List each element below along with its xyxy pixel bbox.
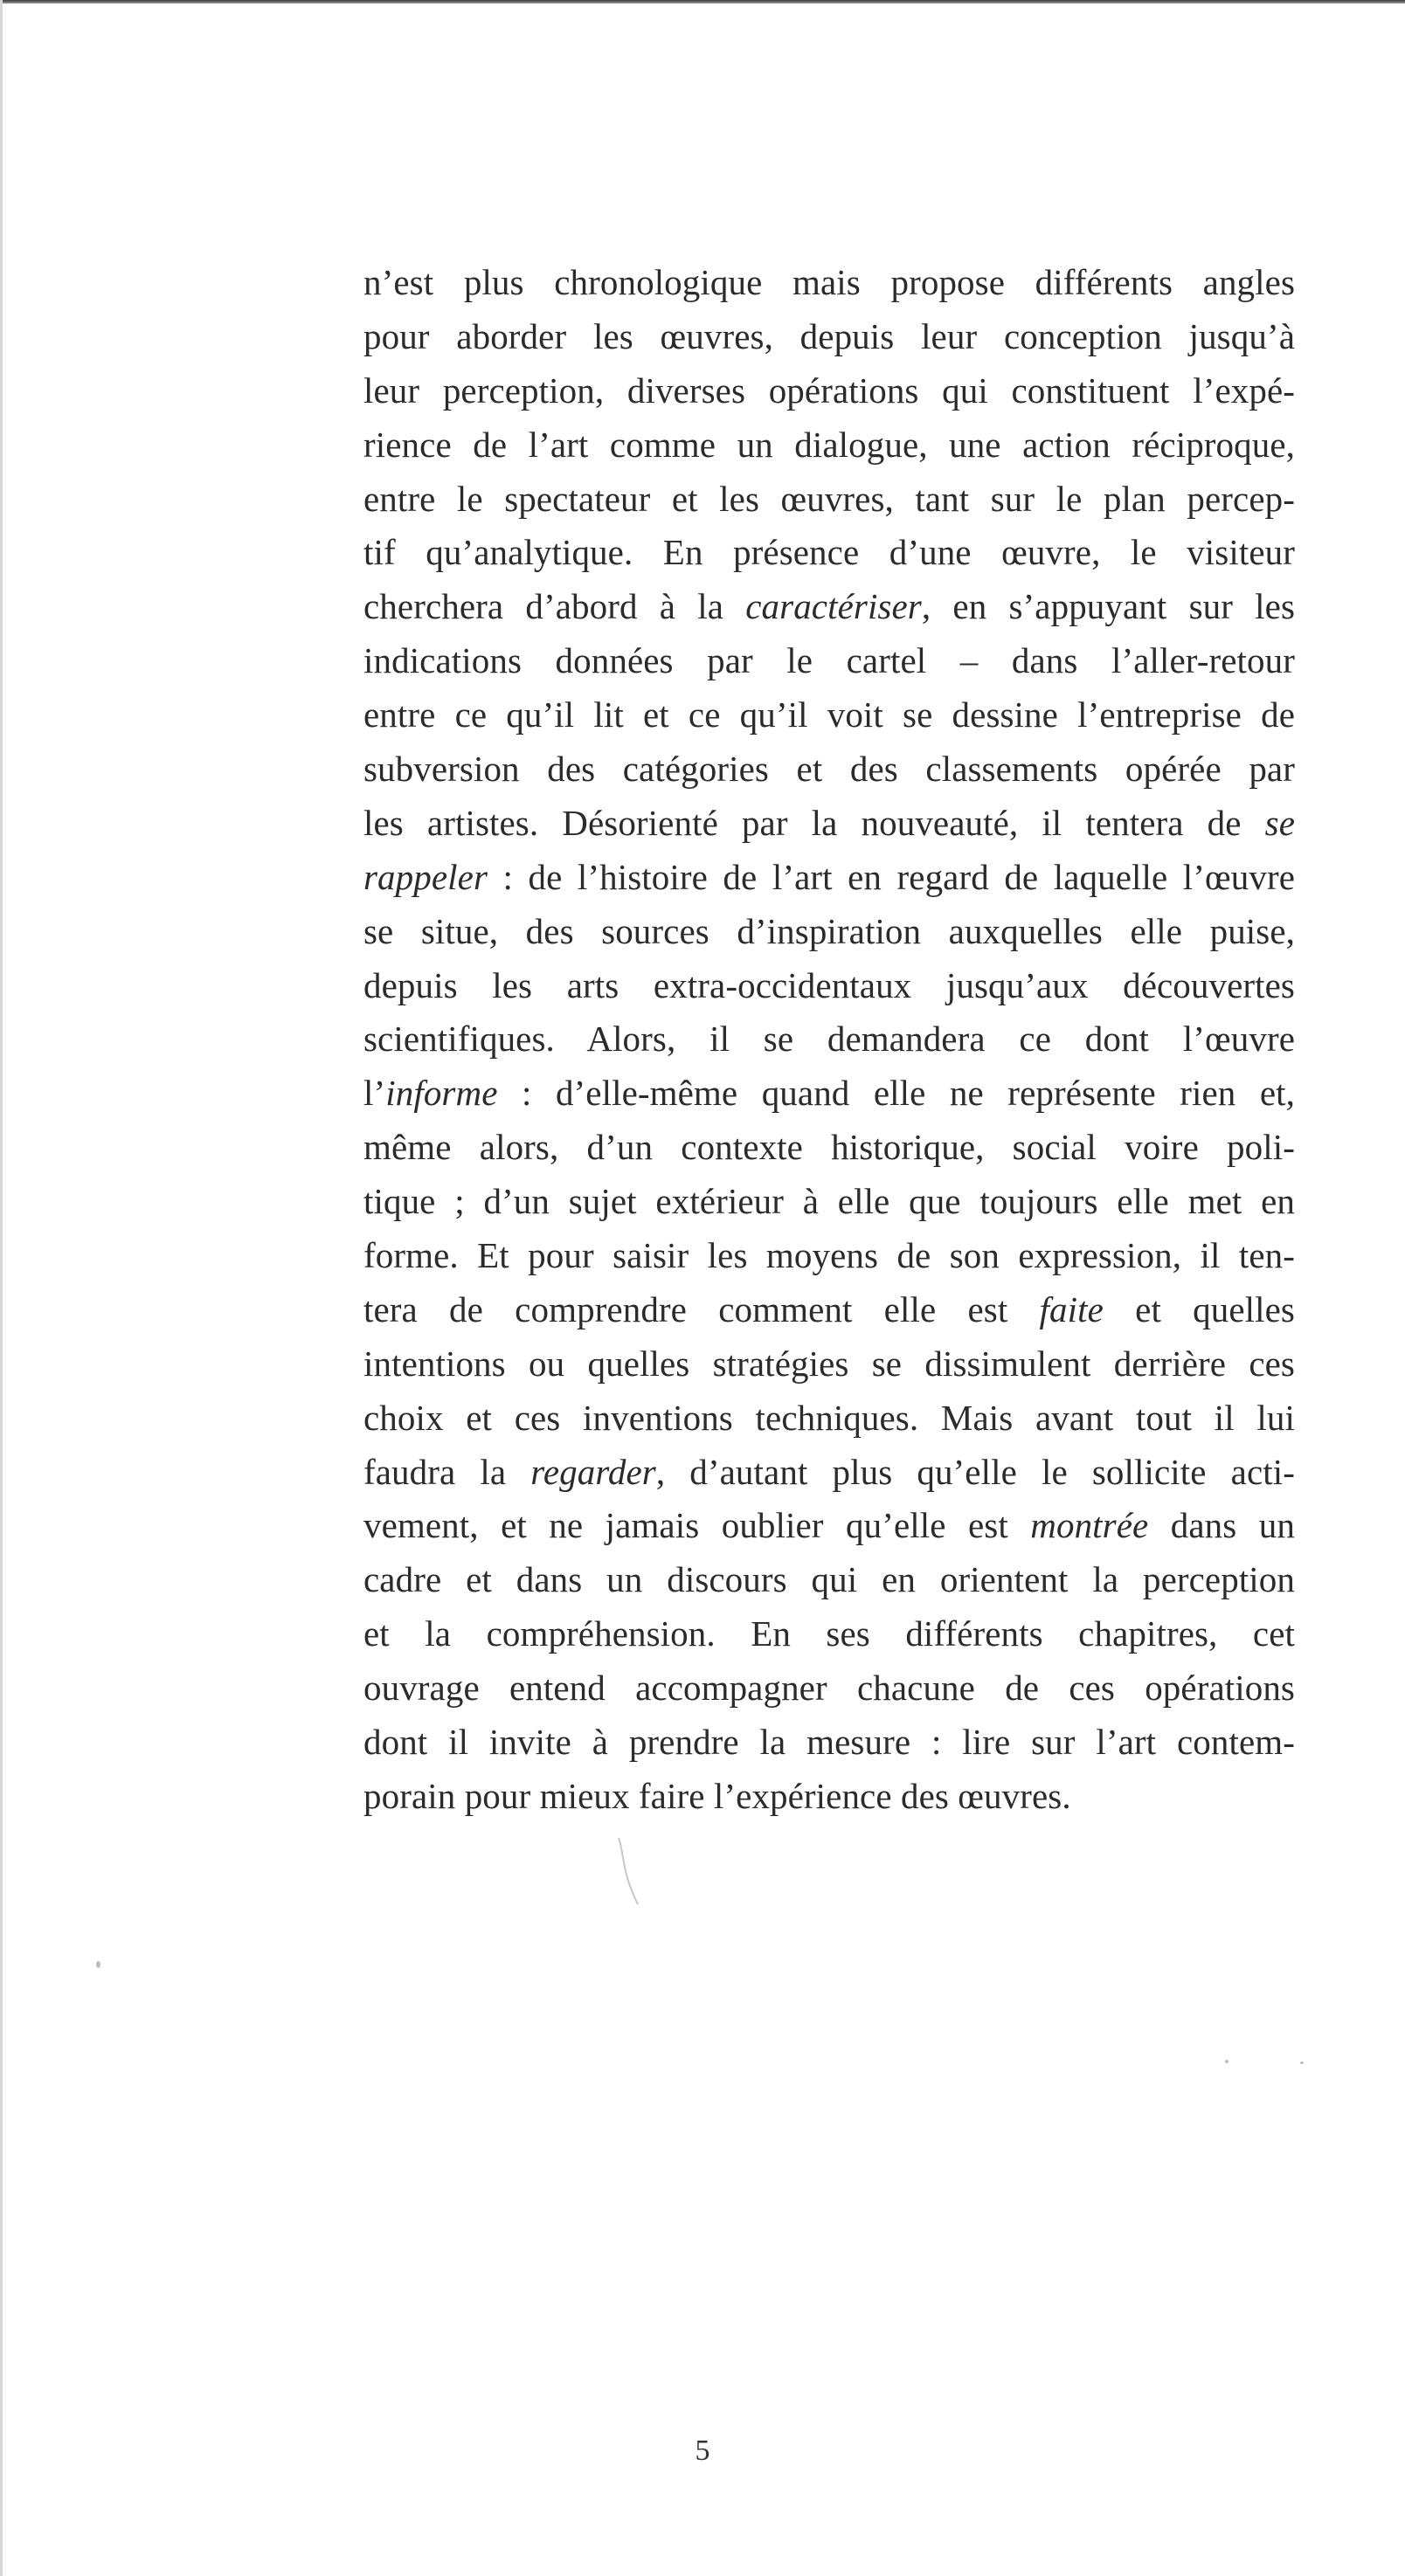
text-segment: subversion des catégories et des classements opérée par [363,749,1295,790]
text-segment: scientifiques. Alors, il se demandera ce dont l’œuvre [363,1019,1295,1060]
text-segment: indications données par le cartel – dans l’aller-retour [363,640,1295,681]
text-segment: et la compréhension. En ses différents chapitres, cet [363,1613,1295,1654]
text-line [363,473,1295,527]
text-segment: tique ; d’un sujet extérieur à elle que toujours elle met en [363,1181,1295,1222]
text-segment: et quelles [1103,1288,1295,1329]
italic-term: regarder [530,1451,656,1492]
text-line [363,688,1295,742]
text-line [363,1392,1295,1446]
text-line [363,1175,1295,1229]
text-segment: cherchera d’abord à la [363,586,746,627]
italic-term: rappeler [363,856,488,897]
text-segment: intentions ou quelles stratégies se dissimulent derrière ces [363,1343,1295,1384]
text-segment: depuis les arts extra-occidentaux jusqu’aux découvertes [363,964,1295,1005]
text-line [363,634,1295,688]
text-line [363,959,1295,1013]
text-line [363,1770,1295,1824]
text-segment: forme. Et pour saisir les moyens de son expression, il ten- [363,1235,1295,1276]
text-line [363,256,1295,310]
text-segment: dans un [1148,1505,1295,1546]
italic-term: se [1264,802,1295,843]
text-line [363,1607,1295,1661]
text-segment: cadre et dans un discours qui en orientent la perception [363,1559,1295,1600]
text-line [363,1067,1295,1121]
paper-speck [1300,2061,1304,2064]
text-line [363,1716,1295,1770]
text-line [363,851,1295,905]
text-segment: même alors, d’un contexte historique, social voire poli- [363,1127,1295,1168]
paper-speck [1225,2060,1229,2063]
text-line [363,742,1295,797]
text-line [363,526,1295,580]
text-line [363,364,1295,418]
text-segment: l’ [363,1073,386,1114]
paper-speck [96,1961,100,1968]
text-line [363,1661,1295,1716]
text-segment: ouvrage entend accompagner chacune de ces opérations [363,1668,1295,1709]
text-line [363,1499,1295,1553]
text-segment: : de l’histoire de l’art en regard de laquelle l’œuvre [488,856,1295,897]
body-paragraph [363,256,1295,1824]
text-line [363,1121,1295,1175]
text-segment: entre ce qu’il lit et ce qu’il voit se dessine l’entreprise de [363,694,1295,736]
text-segment: rience de l’art comme un dialogue, une action réciproque, [363,424,1295,465]
text-line [363,797,1295,851]
text-line [363,580,1295,634]
text-line [363,1283,1295,1337]
text-segment: porain pour mieux faire l’expérience des œuvres. [363,1775,1071,1816]
text-line [363,310,1295,364]
text-line [363,1012,1295,1067]
page-left-edge [0,0,3,2576]
text-segment: se situe, des sources d’inspiration auxquelles elle puise, [363,910,1295,951]
text-segment: tif qu’analytique. En présence d’une œuvre, le visiteur [363,532,1295,573]
italic-term: caractériser [745,586,922,627]
text-segment: entre le spectateur et les œuvres, tant sur le plan percep- [363,478,1295,519]
text-segment: vement, et ne jamais oublier qu’elle est [363,1505,1031,1546]
italic-term: faite [1039,1288,1104,1329]
text-segment: n’est plus chronologique mais propose différents angles [363,262,1295,302]
text-segment: leur perception, diverses opérations qui constituent l’expé- [363,369,1295,411]
text-line [363,418,1295,473]
italic-term: informe [385,1073,498,1114]
text-line [363,1446,1295,1500]
text-segment: faudra la [363,1451,531,1492]
text-segment: choix et ces inventions techniques. Mais avant tout il lui [363,1397,1295,1438]
text-segment: les artistes. Désorienté par la nouveauté, il tentera de [363,802,1265,843]
text-segment: dont il invite à prendre la mesure : lire sur l’art contem- [363,1722,1295,1763]
text-line [363,1229,1295,1283]
text-line [363,1337,1295,1392]
pencil-mark [612,1834,647,1913]
text-segment: : d’elle-même quand elle ne représente rien et, [497,1073,1295,1114]
text-line [363,1553,1295,1607]
text-segment: tera de comprendre comment elle est [363,1288,1040,1329]
text-line [363,905,1295,959]
text-segment: , d’autant plus qu’elle le sollicite acti- [655,1451,1296,1492]
text-segment: pour aborder les œuvres, depuis leur conception jusqu’à [363,315,1295,356]
page-top-edge [0,0,1405,3]
page-number: 5 [695,2434,710,2467]
text-segment: , en s’appuyant sur les [921,586,1296,627]
italic-term: montrée [1030,1505,1149,1546]
